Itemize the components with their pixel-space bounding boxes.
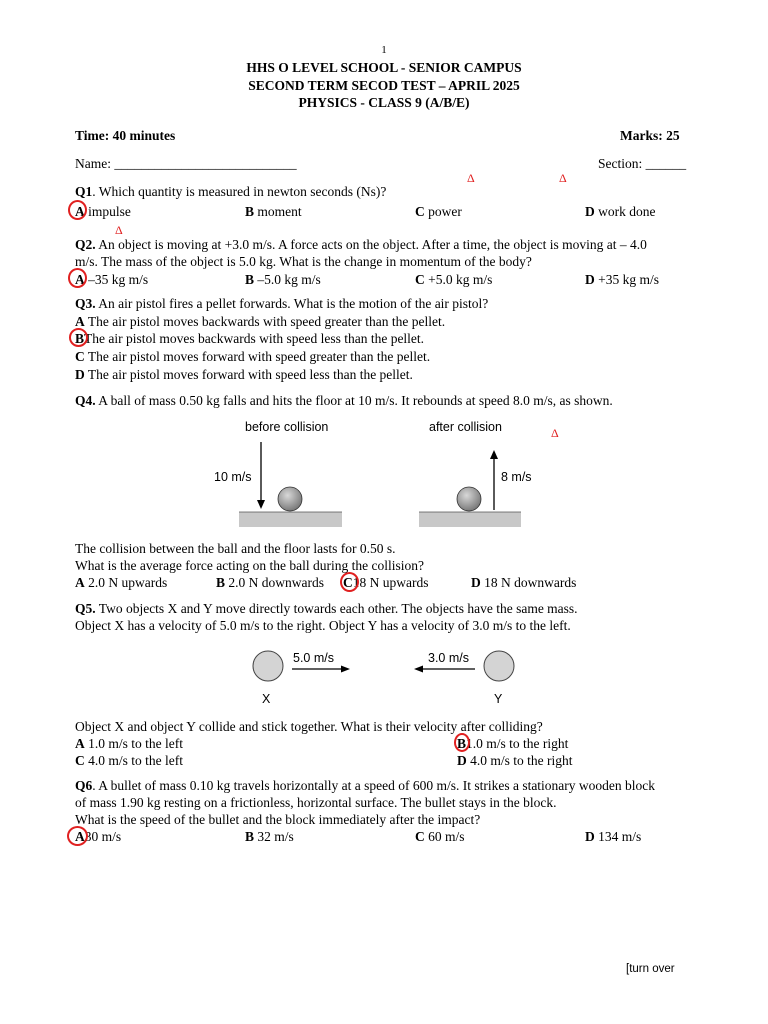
question-6-line3: What is the speed of the bullet and the block immediately after the impact? — [75, 812, 481, 827]
q3-option-c: C The air pistol moves forward with speed greater than the pellet. — [75, 349, 431, 364]
objects-figure — [240, 642, 530, 710]
answer-circle-icon — [68, 268, 87, 288]
question-3: Q3. An air pistol fires a pellet forwards. What is the motion of the air pistol? — [75, 296, 489, 311]
q1-option-c: C power — [415, 204, 462, 219]
speed-before-label: 10 m/s — [214, 470, 252, 484]
question-5: Q5. Two objects X and Y move directly towards each other. The objects have the same mass. — [75, 601, 578, 616]
q4-option-b: B 2.0 N downwards — [216, 575, 325, 590]
q6-option-c: C 60 m/s — [415, 829, 465, 844]
correct-mark-icon: Δ — [551, 426, 559, 440]
question-4-line3: What is the average force acting on the ball during the collision? — [75, 558, 424, 573]
turn-over-note: [turn over — [626, 963, 675, 975]
q3-option-a: A The air pistol moves backwards with speed greater than the pellet. — [75, 314, 446, 329]
correct-mark-icon: Δ — [467, 171, 475, 185]
q1-option-a: A impulse — [75, 204, 131, 219]
school-title: HHS O LEVEL SCHOOL - SENIOR CAMPUS — [246, 60, 522, 75]
q4-option-c: C18 N upwards — [343, 575, 429, 590]
section-field: Section: ______ — [598, 156, 687, 171]
object-y-label: Y — [494, 692, 503, 706]
question-5-line2: Object X has a velocity of 5.0 m/s to the right. Object Y has a velocity of 3.0 m/s to the left. — [75, 618, 571, 633]
question-5-line3: Object X and object Y collide and stick together. What is their velocity after colliding? — [75, 719, 543, 734]
answer-circle-icon — [69, 328, 88, 347]
answer-circle-icon — [68, 200, 87, 220]
q6-option-d: D 134 m/s — [585, 829, 642, 844]
q5-option-b: B1.0 m/s to the right — [457, 736, 569, 751]
ball-icon — [278, 487, 302, 511]
q6-option-a: A30 m/s — [75, 829, 122, 844]
test-title: SECOND TERM SECOD TEST – APRIL 2025 — [248, 78, 520, 93]
question-6-line2: of mass 1.90 kg resting on a frictionless, horizontal surface. The bullet stays in the block. — [75, 795, 557, 810]
q5-option-a: A 1.0 m/s to the left — [75, 736, 183, 751]
q3-option-b: BThe air pistol moves backwards with speed less than the pellet. — [75, 331, 425, 346]
q5-option-d: D 4.0 m/s to the right — [457, 753, 573, 768]
answer-circle-icon — [454, 733, 470, 752]
arrowhead-icon — [257, 500, 265, 509]
q6-option-b: B 32 m/s — [245, 829, 294, 844]
question-4-line2: The collision between the ball and the floor lasts for 0.50 s. — [75, 541, 396, 556]
time-label: Time: 40 minutes — [75, 128, 176, 143]
page-number: 1 — [381, 44, 387, 56]
answer-circle-icon — [67, 826, 88, 846]
speed-after-label: 8 m/s — [501, 470, 532, 484]
q2-option-b: B –5.0 kg m/s — [245, 272, 321, 287]
correct-mark-icon: Δ — [115, 223, 123, 237]
answer-circle-icon — [340, 572, 359, 592]
question-2: Q2. An object is moving at +3.0 m/s. A force acts on the object. After a time, the object is moving at – 4.0 — [75, 237, 647, 252]
correct-mark-icon: Δ — [559, 171, 567, 185]
question-text: . Which quantity is measured in newton seconds (Ns)? — [92, 184, 387, 199]
subject-title: PHYSICS - CLASS 9 (A/B/E) — [298, 95, 470, 110]
arrowhead-icon — [490, 450, 498, 459]
q1-option-b: B moment — [245, 204, 302, 219]
question-1 — [75, 184, 386, 200]
object-y-icon — [484, 651, 514, 681]
q3-option-d: D The air pistol moves forward with speed less than the pellet. — [75, 367, 413, 382]
q2-option-a: A –35 kg m/s — [75, 272, 149, 287]
question-number: Q1 — [75, 184, 93, 199]
q2-option-d: D +35 kg m/s — [585, 272, 659, 287]
q1-option-d: D work done — [585, 204, 656, 219]
y-speed-label: 3.0 m/s — [428, 651, 469, 665]
floor-icon — [419, 512, 521, 527]
ball-icon — [457, 487, 481, 511]
object-x-icon — [253, 651, 283, 681]
q5-option-c: C 4.0 m/s to the left — [75, 753, 183, 768]
before-collision-label: before collision — [245, 420, 329, 434]
question-2-line2: m/s. The mass of the object is 5.0 kg. What is the change in momentum of the body? — [75, 254, 532, 269]
x-speed-label: 5.0 m/s — [293, 651, 334, 665]
name-field: Name: ___________________________ — [75, 156, 297, 171]
question-4: Q4. A ball of mass 0.50 kg falls and hits the floor at 10 m/s. It rebounds at speed 8.0 m/s, as shown. — [75, 393, 613, 408]
q4-option-d: D 18 N downwards — [471, 575, 577, 590]
after-collision-label: after collision — [429, 420, 502, 434]
q2-option-c: C +5.0 kg m/s — [415, 272, 493, 287]
question-6: Q6. A bullet of mass 0.10 kg travels horizontally at a speed of 600 m/s. It strikes a stationary wooden block — [75, 778, 656, 793]
collision-figure — [200, 412, 540, 534]
object-x-label: X — [262, 692, 271, 706]
marks-label: Marks: 25 — [620, 128, 680, 143]
floor-icon — [239, 512, 342, 527]
q4-option-a: A 2.0 N upwards — [75, 575, 168, 590]
